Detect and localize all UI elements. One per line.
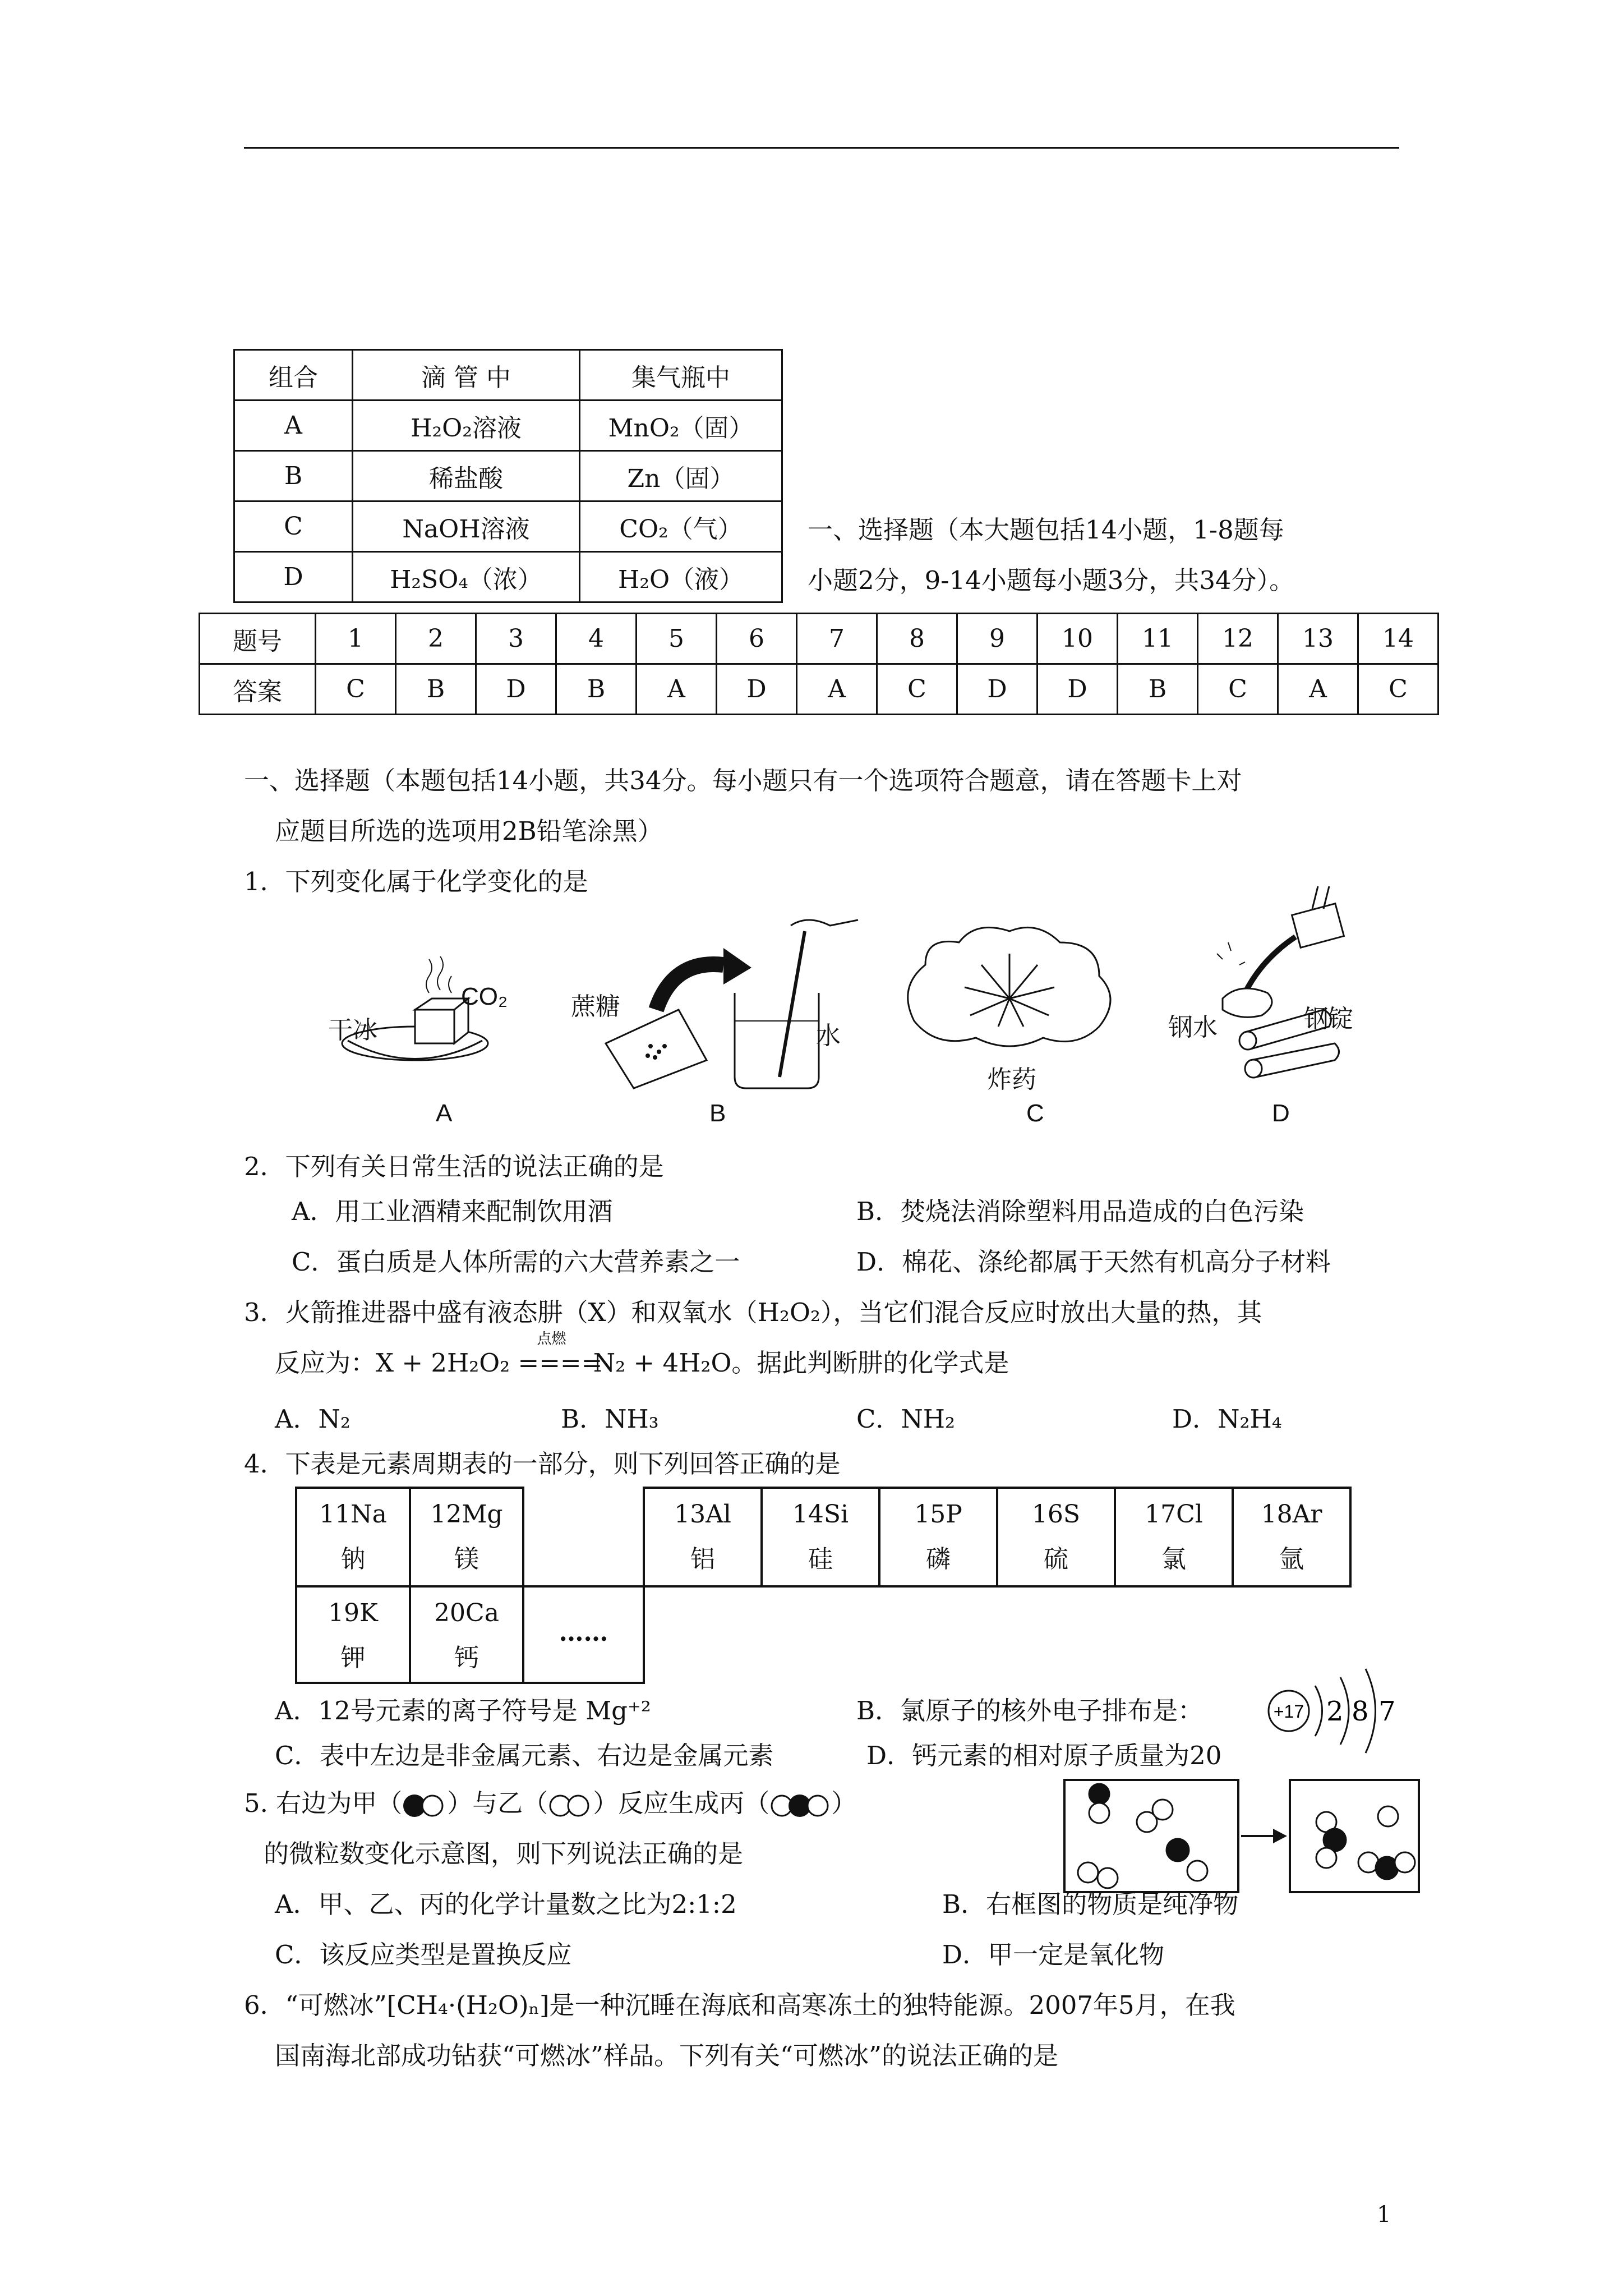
answer-cell: D [717, 664, 797, 715]
element-symbol: 13Al [674, 1500, 731, 1529]
q2-option-d: D．棉花、涤纶都属于天然有机高分子材料 [856, 1247, 1331, 1277]
q5-option-d: D．甲一定是氧化物 [942, 1940, 1165, 1970]
fig-b-label-water: 水 [816, 1022, 841, 1050]
q4-stem: 4．下表是元素周期表的一部分，则下列回答正确的是 [244, 1449, 841, 1479]
element-name: 硅 [808, 1545, 833, 1573]
element-symbol: 18Ar [1261, 1500, 1322, 1529]
element-cell [762, 1488, 879, 1586]
answer-cell: B [396, 664, 476, 715]
element-symbol: 20Ca [434, 1599, 499, 1627]
q5-text-b: ）与乙（ [447, 1788, 548, 1818]
table-cell: MnO₂（固） [580, 401, 782, 451]
q2-option-c: C．蛋白质是人体所需的六大营养素之一 [292, 1247, 740, 1277]
table-header-cell: 答案 [200, 664, 316, 715]
element-symbol: 14Si [792, 1500, 849, 1529]
reagent-table [233, 349, 783, 603]
molecule-bing [769, 1792, 831, 1820]
molten-steel-figure [1166, 886, 1363, 1083]
question-number-cell: 12 [1198, 614, 1278, 664]
table-cell: CO₂（气） [580, 501, 782, 552]
element-symbol: 15P [914, 1500, 962, 1529]
fig-d-label-steel-ingot: 钢锭 [1304, 1005, 1353, 1033]
element-symbol: 19K [328, 1599, 378, 1627]
table-cell: A [234, 401, 353, 451]
q3-option-b: B．NH₃ [561, 1404, 659, 1434]
q2-stem: 2．下列有关日常生活的说法正确的是 [244, 1152, 664, 1181]
q3-option-d: D．N₂H₄ [1172, 1404, 1282, 1434]
table-cell: NaOH溶液 [353, 501, 580, 552]
element-name: 钾 [340, 1644, 366, 1672]
instructions-line2: 应题目所选的选项用2B铅笔涂黑） [275, 816, 663, 846]
element-cell [1233, 1488, 1350, 1586]
answer-cell: A [637, 664, 717, 715]
section-intro-line2: 小题2分，9-14小题每小题3分，共34分）。 [808, 565, 1295, 595]
element-cell [410, 1488, 523, 1586]
answer-cell: B [556, 664, 637, 715]
answer-cell: B [1118, 664, 1198, 715]
element-cell [523, 1586, 644, 1683]
question-number-cell: 8 [877, 614, 957, 664]
q4-option-a: A．12号元素的离子符号是 Mg⁺² [275, 1696, 651, 1726]
answer-cell: D [957, 664, 1038, 715]
q3-option-a: A．N₂ [275, 1404, 351, 1434]
element-cell [296, 1586, 410, 1683]
page-number: 1 [1377, 2202, 1391, 2228]
q5-line2: 的微粒数变化示意图，则下列说法正确的是 [264, 1839, 744, 1869]
table-header-cell: 题号 [200, 614, 316, 664]
answer-cell: C [1358, 664, 1438, 715]
fig-b-letter: B [709, 1099, 726, 1127]
q4-option-c: C．表中左边是非金属元素、右边是金属元素 [275, 1741, 774, 1770]
q5-text-a: 5. 右边为甲（ [244, 1788, 403, 1818]
explosive-figure [892, 920, 1127, 1066]
question-number-cell: 14 [1358, 614, 1438, 664]
table-row [200, 664, 1438, 715]
table-row [234, 401, 782, 451]
element-name: 氯 [1161, 1545, 1186, 1573]
answer-cell: C [1198, 664, 1278, 715]
element-cell [644, 1488, 762, 1586]
answer-cell: D [476, 664, 556, 715]
table-header-cell: 滴 管 中 [353, 350, 580, 401]
q6-line2: 国南海北部成功钻获“可燃冰”样品。下列有关“可燃冰”的说法正确的是 [275, 2041, 1059, 2070]
element-cell [296, 1488, 410, 1586]
question-number-cell: 2 [396, 614, 476, 664]
table-cell: H₂SO₄（浓） [353, 552, 580, 602]
element-symbol: 17Cl [1145, 1500, 1203, 1529]
fig-b-label-sugar: 蔗糖 [571, 993, 620, 1020]
question-number-cell: 6 [717, 614, 797, 664]
answer-cell: C [316, 664, 396, 715]
question-number-cell: 3 [476, 614, 556, 664]
q1-stem: 1．下列变化属于化学变化的是 [244, 867, 588, 896]
table-row [234, 501, 782, 552]
molecule-yi [548, 1792, 593, 1820]
fig-a-letter: A [436, 1099, 453, 1127]
table-cell: H₂O（液） [580, 552, 782, 602]
element-name: 钙 [454, 1644, 479, 1672]
question-number-cell: 13 [1278, 614, 1358, 664]
element-name: 镁 [454, 1545, 479, 1573]
q3-equation-left: 反应为：X + 2H₂O₂ [275, 1348, 518, 1378]
element-symbol: 16S [1031, 1500, 1081, 1529]
fig-d-label-molten-steel: 钢水 [1168, 1014, 1218, 1041]
q2-option-b: B．焚烧法消除塑料用品造成的白色污染 [856, 1197, 1304, 1226]
particle-change-diagram [1063, 1778, 1422, 1896]
shell-1-count: 2 [1326, 1696, 1344, 1727]
shell-3-count: 7 [1378, 1696, 1396, 1727]
q5-text-d: ） [831, 1788, 857, 1818]
element-cell [879, 1488, 997, 1586]
question-number-cell: 7 [797, 614, 877, 664]
fig-c-label-explosive: 炸药 [987, 1066, 1036, 1093]
question-number-cell: 1 [316, 614, 396, 664]
element-symbol: …… [559, 1618, 608, 1647]
table-row [234, 350, 782, 401]
element-name: 硫 [1044, 1545, 1068, 1573]
molecule-jia [402, 1792, 447, 1820]
q5-option-b: B．右框图的物质是纯净物 [942, 1889, 1239, 1919]
instructions-line1: 一、选择题（本题包括14小题，共34分。每小题只有一个选项符合题意，请在答题卡上对 [244, 766, 1242, 795]
element-symbol: 12Mg [430, 1500, 503, 1529]
answer-cell: A [797, 664, 877, 715]
header-rule [244, 147, 1399, 149]
q5-option-c: C．该反应类型是置换反应 [275, 1940, 572, 1970]
table-row [234, 552, 782, 602]
q5-text-c: ）反应生成丙（ [593, 1788, 770, 1818]
element-cell [410, 1586, 523, 1683]
table-cell: H₂O₂溶液 [353, 401, 580, 451]
q4-option-b: B．氯原子的核外电子排布是： [856, 1696, 1204, 1726]
question-number-cell: 9 [957, 614, 1038, 664]
answer-cell: C [877, 664, 957, 715]
element-symbol: 11Na [319, 1500, 387, 1529]
table-row [234, 451, 782, 501]
element-name: 氩 [1279, 1545, 1304, 1573]
element-cell [1115, 1488, 1233, 1586]
q3-line1: 3．火箭推进器中盛有液态肼（X）和双氧水（H₂O₂），当它们混合反应时放出大量的热，其 [244, 1297, 1262, 1327]
table-header-cell: 组合 [234, 350, 353, 401]
q3-line2 [275, 1331, 1009, 1380]
fig-d-letter: D [1272, 1099, 1290, 1127]
q2-option-a: A．用工业酒精来配制饮用酒 [292, 1197, 613, 1226]
right-box [1290, 1780, 1419, 1892]
section-intro-line1: 一、选择题（本大题包括14小题，1-8题每 [808, 515, 1284, 545]
q3-reaction-arrow: 点燃 ==== [518, 1331, 603, 1378]
question-number-cell: 5 [637, 614, 717, 664]
element-name: 钠 [340, 1545, 366, 1573]
chlorine-electron-diagram [1262, 1663, 1402, 1742]
table-cell: Zn（固） [580, 451, 782, 501]
answer-table [199, 613, 1439, 715]
table-cell: 稀盐酸 [353, 451, 580, 501]
answer-cell: A [1278, 664, 1358, 715]
q5-option-a: A．甲、乙、丙的化学计量数之比为2:1:2 [275, 1889, 737, 1919]
table-cell: D [234, 552, 353, 602]
element-name: 铝 [690, 1545, 715, 1573]
table-row [200, 614, 1438, 664]
q3-option-c: C．NH₂ [856, 1404, 956, 1434]
fig-a-label-co2: CO₂ [461, 983, 508, 1010]
q6-line1: 6．“可燃冰”[CH₄·(H₂O)ₙ]是一种沉睡在海底和高寒冻土的独特能源。2007年5月，在我 [244, 1990, 1235, 2020]
element-name: 磷 [926, 1545, 951, 1573]
fig-a-label-dry-ice: 干冰 [328, 1016, 377, 1044]
question-number-cell: 4 [556, 614, 637, 664]
table-cell: C [234, 501, 353, 552]
question-number-cell: 11 [1118, 614, 1198, 664]
question-number-cell: 10 [1038, 614, 1118, 664]
nucleus-label: +17 [1273, 1701, 1304, 1722]
q4-option-d: D．钙元素的相对原子质量为20 [866, 1741, 1222, 1770]
answer-cell: D [1038, 664, 1118, 715]
q3-condition: 点燃 [537, 1331, 566, 1347]
q3-equation-right: N₂ + 4H₂O。据此判断肼的化学式是 [585, 1348, 1009, 1378]
fig-c-letter: C [1026, 1099, 1044, 1127]
q5-line1 [244, 1787, 856, 1820]
sugar-water-figure [594, 909, 864, 1099]
shell-2-count: 8 [1352, 1696, 1369, 1727]
table-header-cell: 集气瓶中 [580, 350, 782, 401]
table-cell: B [234, 451, 353, 501]
element-cell [997, 1488, 1115, 1586]
